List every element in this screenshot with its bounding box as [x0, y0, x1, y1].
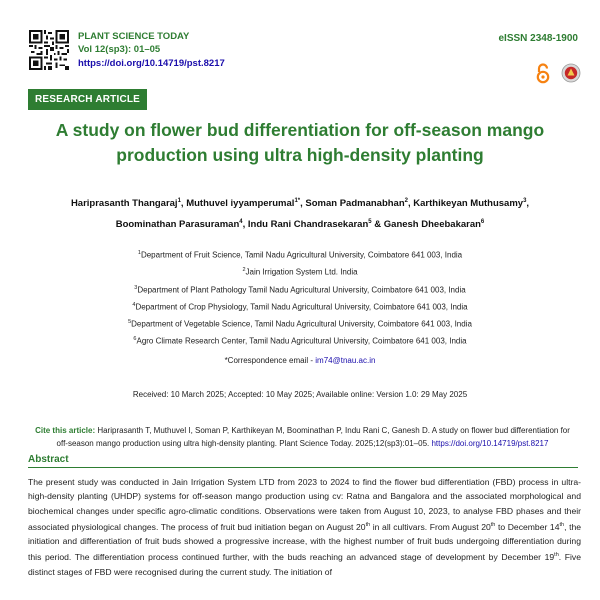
article-type-badge: RESEARCH ARTICLE — [28, 89, 147, 110]
author-name: Muthuvel iyyamperumal — [186, 198, 295, 210]
author-name: Indu Rani Chandrasekaran — [247, 219, 369, 231]
abstract-heading: Abstract — [28, 454, 69, 465]
citation-text: Hariprasanth T, Muthuvel I, Soman P, Karthikeyan M, Boominathan P, Indu Rani C, Ganesh D. A study on flower bud differentiation for off-season mango production using ultra high-density planting. Plant Science Today. 2025;12(sp3):01–05. — [56, 426, 570, 448]
author-list — [40, 192, 560, 234]
author-separator: & — [374, 219, 382, 231]
author-sup: 4 — [239, 219, 243, 226]
correspondence — [60, 356, 540, 365]
author-name: Boominathan Parasuraman — [115, 219, 240, 231]
ordinal-sup: th — [490, 521, 496, 528]
affiliation-list — [60, 246, 540, 350]
abstract-divider — [28, 467, 578, 468]
ordinal-sup: th — [559, 521, 565, 528]
open-access-icon[interactable] — [535, 62, 551, 84]
author-sup: 2 — [404, 198, 408, 204]
author-line-1: Hariprasanth Thangaraj$^1$, Muthuvel iyyamperumal$^{1*}$, Soman Padmanabhan$^2$, Karthikeyan Muthusamy$^3$, — [70, 198, 530, 210]
author-sup: 1 — [177, 198, 181, 204]
journal-doi-link[interactable]: https://doi.org/10.14719/pst.8217 — [78, 58, 225, 69]
correspondence-email-link[interactable]: im74@tnau.ac.in — [315, 356, 376, 365]
author-name: Soman Padmanabhan — [305, 198, 405, 210]
journal-name: PLANT SCIENCE TODAY — [78, 31, 190, 42]
affiliation-item: $^1$Department of Fruit Science, Tamil Nadu Agricultural University, Coimbatore 641 003, India — [137, 250, 463, 260]
ordinal-sup: th — [554, 552, 559, 559]
qr-code-icon — [29, 30, 69, 70]
author-sup: 6 — [480, 219, 485, 226]
author-sup: 1* — [294, 198, 301, 204]
affiliation-item: $^4$Department of Crop Physiology, Tamil Nadu Agricultural University, Coimbatore 641 003, India — [132, 301, 468, 312]
author-name: Karthikeyan Muthusamy — [413, 198, 524, 210]
citation-block — [30, 424, 575, 450]
correspondence-label: *Correspondence email - — [224, 356, 316, 365]
publication-dates: Received: 10 March 2025; Accepted: 10 May 2025; Available online: Version 1.0: 29 May 2025 — [132, 390, 468, 399]
author-name: Hariprasanth Thangaraj — [70, 198, 178, 210]
ordinal-sup: th — [365, 521, 371, 528]
abstract-body: The present study was conducted in Jain Irrigation System LTD from 2023 to 2024 to find the flower bud differentiation (FBD) process in ultra-high-density planting (UHDP) systems for off-season mango production using cv: Ratna and Bangalora and the associated morphological and biochemical changes under specific agro-climatic conditions. Observations were taken from August 10, 2023, to analyse FBD phases and their associated physiological changes. The process of fruit bud initiation began on August 20th in all cultivars. From August 20th to December 14th, the initiation and differentiation of fruit buds showed a progressive increase, with the highest number of fruit buds undergoing differentiation during this period. The differentiation process continued further, with the buds reaching an advanced stage of development by December 19th. Five distinct stages of FBD were recognised during the current study. The initiation of — [28, 477, 582, 577]
creative-commons-icon[interactable] — [561, 63, 581, 83]
author-sup: 5 — [368, 219, 372, 226]
article-title: A study on flower bud differentiation for off-season mango production using ultra high-density planting — [55, 120, 545, 165]
journal-volume: Vol 12(sp3): 01–05 — [78, 44, 161, 55]
author-line-2: Boominathan Parasuraman$^4$, Indu Rani Chandrasekaran$^5$ & Ganesh Dheebakaran$^6$ — [115, 219, 485, 231]
affiliation-item: $^2$Jain Irrigation System Ltd. India — [242, 267, 358, 277]
author-name: Ganesh Dheebakaran — [383, 219, 481, 231]
affiliation-item: $^3$Department of Plant Pathology Tamil Nadu Agricultural University, Coimbatore 641 003, India — [134, 284, 466, 295]
citation-doi-link[interactable]: https://doi.org/10.14719/pst.8217 — [431, 439, 549, 448]
citation-label: Cite this article: — [35, 426, 96, 435]
author-sup: 3 — [523, 198, 527, 204]
affiliation-item: $^5$Department of Vegetable Science, Tamil Nadu Agricultural University, Coimbatore 641 003, India — [128, 319, 472, 329]
affiliation-item: $^6$Agro Climate Research Center, Tamil Nadu Agricultural University, Coimbatore 641 003, India — [133, 336, 467, 346]
eissn: eISSN 2348-1900 — [498, 33, 578, 44]
